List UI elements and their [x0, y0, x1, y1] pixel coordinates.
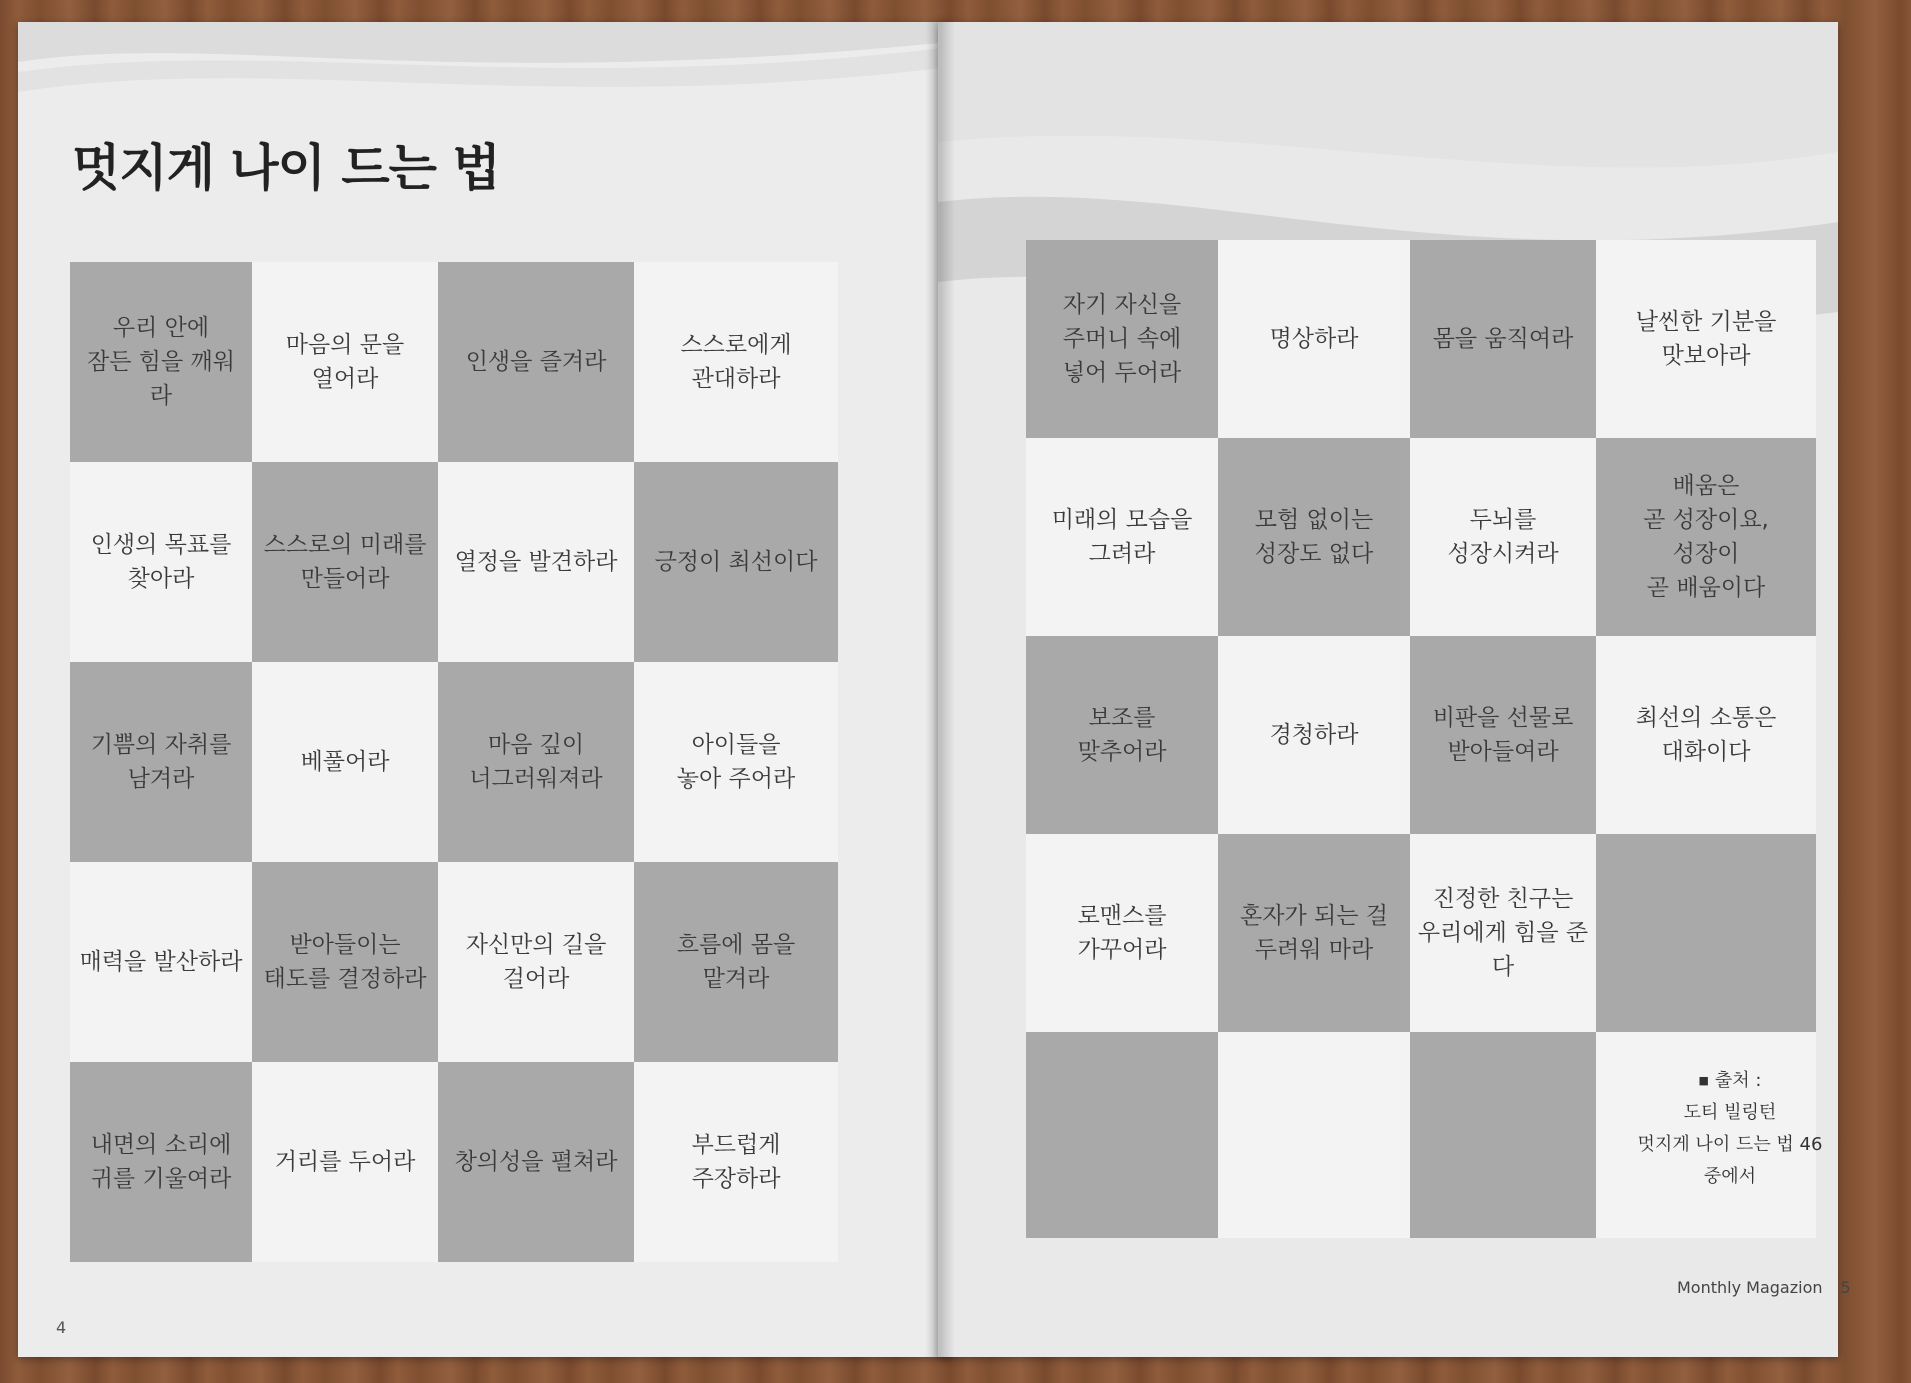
- tip-text: 두뇌를 성장시켜라: [1447, 507, 1559, 567]
- tip-cell: [1218, 240, 1410, 438]
- tip-cell: [252, 662, 438, 862]
- tip-text: 로맨스를 가꾸어라: [1077, 903, 1167, 963]
- tip-text: 우리 안에 잠든 힘을 깨워라: [87, 315, 235, 409]
- right-footer: [1677, 1278, 1851, 1297]
- tip-text: 부드럽게 주장하라: [691, 1132, 781, 1192]
- right-page-number: 5: [1840, 1278, 1851, 1297]
- tip-cell: [70, 862, 252, 1062]
- tip-text: 몸을 움직여라: [1432, 326, 1574, 352]
- square-bullet-icon: ■: [1698, 1074, 1709, 1087]
- page-title: 멋지게 나이 드는 법: [72, 139, 500, 197]
- tip-text: 배움은 곧 성장이요, 성장이 곧 배움이다: [1643, 473, 1769, 601]
- tip-cell: [438, 462, 634, 662]
- tip-cell: [1596, 834, 1816, 1032]
- tip-text: 자기 자신을 주머니 속에 넣어 두어라: [1062, 292, 1182, 386]
- tip-text: 날씬한 기분을 맛보아라: [1635, 309, 1777, 369]
- tip-cell: [1410, 240, 1596, 438]
- tip-cell: [438, 262, 634, 462]
- tip-text: 인생의 목표를 찾아라: [90, 532, 232, 592]
- source-book: 멋지게 나이 드는 법 46: [1637, 1134, 1823, 1155]
- tip-cell: [438, 662, 634, 862]
- tip-text: 경청하라: [1269, 722, 1359, 748]
- source-citation: [1630, 1065, 1830, 1193]
- tip-cell: [1596, 438, 1816, 636]
- tip-text: 받아들이는 태도를 결정하라: [263, 932, 427, 992]
- tip-text: 매력을 발산하라: [79, 949, 243, 975]
- tip-cell: [1218, 438, 1410, 636]
- tip-text: 아이들을 놓아 주어라: [676, 732, 796, 792]
- tip-text: 보조를 맞추어라: [1077, 705, 1167, 765]
- tip-cell: [1218, 636, 1410, 834]
- tip-text: 기쁨의 자취를 남겨라: [90, 732, 232, 792]
- decorative-wave: [18, 22, 950, 132]
- tip-cell: [634, 262, 838, 462]
- tip-cell: [1596, 636, 1816, 834]
- tip-cell: [1026, 1032, 1218, 1238]
- tip-text: 미래의 모습을 그려라: [1051, 507, 1193, 567]
- tip-text: 베풀어라: [300, 749, 390, 775]
- source-author: 도티 빌링턴: [1683, 1102, 1777, 1123]
- tip-text: 마음의 문을 열어라: [285, 332, 405, 392]
- tip-text: 명상하라: [1269, 326, 1359, 352]
- tip-text: 긍정이 최선이다: [654, 549, 818, 575]
- tip-cell: [438, 1062, 634, 1262]
- book-spine-shadow: [925, 22, 955, 1357]
- tip-cell: [634, 462, 838, 662]
- tip-text: 흐름에 몸을 맡겨라: [676, 932, 796, 992]
- magazine-name: Monthly Magazion: [1677, 1278, 1823, 1297]
- tip-text: 스스로의 미래를 만들어라: [263, 532, 427, 592]
- tip-cell: [70, 262, 252, 462]
- tip-cell: [634, 1062, 838, 1262]
- tip-cell: [1218, 834, 1410, 1032]
- tip-text: 진정한 친구는 우리에게 힘을 준다: [1417, 886, 1589, 980]
- source-label: 출처 :: [1714, 1070, 1762, 1091]
- tip-cell: [70, 462, 252, 662]
- tip-cell: [1026, 240, 1218, 438]
- tip-text: 마음 깊이 너그러워져라: [469, 732, 603, 792]
- tip-text: 내면의 소리에 귀를 기울여라: [90, 1132, 232, 1192]
- tip-cell: [1218, 1032, 1410, 1238]
- tip-cell: [1026, 834, 1218, 1032]
- tip-cell: [252, 462, 438, 662]
- left-page-number: 4: [56, 1318, 67, 1337]
- tip-cell: [1410, 438, 1596, 636]
- left-tips-grid: [70, 262, 838, 1262]
- tip-text: 최선의 소통은 대화이다: [1635, 705, 1777, 765]
- tip-cell: [438, 862, 634, 1062]
- tip-cell: [1410, 834, 1596, 1032]
- tip-text: 혼자가 되는 걸 두려워 마라: [1240, 903, 1388, 963]
- tip-cell: [634, 662, 838, 862]
- tip-text: 열정을 발견하라: [454, 549, 618, 575]
- tip-cell: [70, 662, 252, 862]
- tip-cell: [252, 1062, 438, 1262]
- tip-text: 모험 없이는 성장도 없다: [1254, 507, 1374, 567]
- tip-cell: [70, 1062, 252, 1262]
- tip-cell: [252, 862, 438, 1062]
- tip-text: 창의성을 펼쳐라: [454, 1149, 618, 1175]
- tip-cell: [1410, 1032, 1596, 1238]
- tip-text: 비판을 선물로 받아들여라: [1432, 705, 1574, 765]
- tip-text: 자신만의 길을 걸어라: [465, 932, 607, 992]
- source-suffix: 중에서: [1703, 1166, 1757, 1187]
- tip-text: 스스로에게 관대하라: [680, 332, 792, 392]
- tip-cell: [1596, 240, 1816, 438]
- tip-text: 인생을 즐겨라: [465, 349, 607, 375]
- tip-cell: [1026, 636, 1218, 834]
- tip-cell: [252, 262, 438, 462]
- tip-cell: [634, 862, 838, 1062]
- tip-cell: [1026, 438, 1218, 636]
- tip-text: 거리를 두어라: [274, 1149, 416, 1175]
- tip-cell: [1410, 636, 1596, 834]
